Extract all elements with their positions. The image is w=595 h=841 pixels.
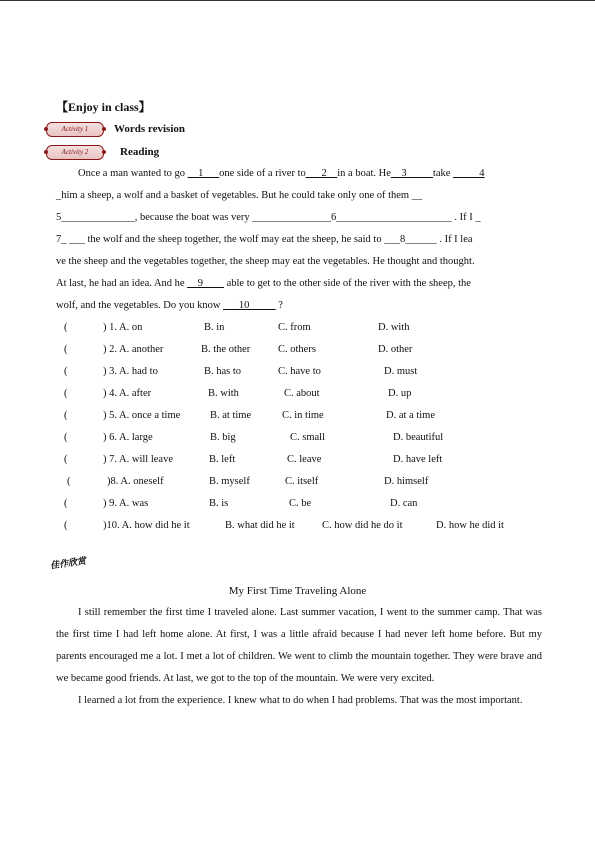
option-c: C. from (278, 322, 311, 333)
question-row (56, 493, 546, 515)
option-c: C. about (284, 388, 320, 399)
question-row (56, 405, 546, 427)
option-b: B. what did he it (225, 520, 295, 531)
cloze-blank-1: __1___ (187, 168, 220, 179)
page-top-rule (0, 0, 595, 1)
option-a: )8. A. oneself (107, 476, 164, 487)
option-a: ) 6. A. large (103, 432, 153, 443)
option-d: D. can (390, 498, 418, 509)
question-row (56, 317, 546, 339)
option-c: C. in time (282, 410, 324, 421)
answer-paren: ( (64, 498, 68, 509)
cloze-text: ? (275, 300, 283, 311)
cloze-text: in a boat. He (337, 168, 391, 179)
essay-paragraph: I still remember the first time I traveled alone. Last summer vacation, I went to the summer camp. That was the first time I had left home alone. At first, I was a little afraid because I had never left home before. But my parents encouraged me a lot. I met a lot of children. We went to climb the mountain together. They were brave and we became good friends. At last, we got to the top of the mountain. We were very excited. (56, 607, 542, 684)
option-a: ) 1. A. on (103, 322, 143, 333)
option-b: B. left (209, 454, 236, 465)
cloze-text: able to get to the other side of the river with the sheep, the (223, 278, 471, 289)
option-b: B. is (209, 498, 229, 509)
cloze-line (56, 273, 544, 295)
question-row (56, 515, 546, 537)
option-b: B. myself (209, 476, 250, 487)
answer-paren: ( (64, 410, 68, 421)
option-a: ) 4. A. after (103, 388, 152, 399)
activity-1-badge: Activity 1 (46, 122, 104, 137)
option-c: C. be (289, 498, 312, 509)
cloze-text: At last, he had an idea. And he (56, 278, 188, 289)
option-b: B. at time (210, 410, 252, 421)
question-row (56, 361, 546, 383)
cloze-line (56, 295, 544, 317)
option-b: B. with (208, 388, 239, 399)
option-b: B. in (204, 322, 225, 333)
option-a: ) 7. A. will leave (103, 454, 173, 465)
question-row (56, 427, 546, 449)
option-a: ) 3. A. had to (103, 366, 158, 377)
answer-paren: ( (64, 432, 68, 443)
cloze-blank-3: __3_____ (390, 168, 433, 179)
cloze-text: one side of a river to (219, 168, 306, 179)
option-d: D. with (378, 322, 410, 333)
option-d: D. beautiful (393, 432, 444, 443)
activity-2-label: Reading (120, 146, 160, 158)
cloze-blank-4: _____4 (453, 168, 485, 179)
cloze-blank-10: ___10_____ (223, 300, 276, 311)
cloze-blank-2: ___2__ (305, 168, 338, 179)
essay-body (56, 602, 542, 712)
option-d: D. other (378, 344, 413, 355)
cloze-line (56, 163, 544, 185)
option-c: C. have to (278, 366, 321, 377)
option-a: ) 9. A. was (103, 498, 149, 509)
cloze-passage (56, 163, 544, 317)
option-d: D. up (388, 388, 412, 399)
cloze-text: take (432, 168, 454, 179)
essay-paragraph: I learned a lot from the experience. I knew what to do when I had problems. That was the most important. (78, 695, 523, 706)
option-b: B. big (210, 432, 236, 443)
option-c: C. small (290, 432, 326, 443)
cloze-line: ve the sheep and the vegetables together, the sheep may eat the vegetables. He thought and thought. (56, 256, 475, 267)
option-b: B. has to (204, 366, 242, 377)
option-d: D. must (384, 366, 418, 377)
option-a: ) 5. A. once a time (103, 410, 181, 421)
essay-section-label: 佳作欣赏 (49, 555, 87, 571)
cloze-text: wolf, and the vegetables. Do you know (56, 300, 224, 311)
section-heading: 【Enjoy in class】 (56, 100, 151, 114)
option-c: C. itself (285, 476, 319, 487)
option-c: C. how did he do it (322, 520, 403, 531)
question-row (56, 383, 546, 405)
option-d: D. have left (393, 454, 443, 465)
option-c: C. others (278, 344, 316, 355)
option-d: D. how he did it (436, 520, 504, 531)
activity-2-badge: Activity 2 (46, 145, 104, 160)
cloze-line: 5______________, because the boat was very _______________6______________________ . If I _ (56, 212, 481, 223)
answer-paren: ( (64, 388, 68, 399)
question-row (56, 339, 546, 361)
option-d: D. himself (384, 476, 429, 487)
answer-paren: ( (67, 476, 71, 487)
activity-1-label: Words revision (114, 123, 186, 135)
question-row (56, 471, 546, 493)
answer-paren: ( (64, 322, 68, 333)
answer-paren: ( (64, 520, 68, 531)
option-a: ) 2. A. another (103, 344, 164, 355)
essay-title: My First Time Traveling Alone (228, 585, 367, 597)
option-c: C. leave (287, 454, 322, 465)
question-row (56, 449, 546, 471)
option-b: B. the other (201, 344, 251, 355)
answer-paren: ( (64, 344, 68, 355)
option-d: D. at a time (386, 410, 435, 421)
option-a: )10. A. how did he it (103, 520, 190, 531)
cloze-line: 7_ ___ the wolf and the sheep together, the wolf may eat the sheep, he said to ___8______ . If I lea (56, 234, 473, 245)
cloze-text: Once a man wanted to go (78, 168, 188, 179)
answer-paren: ( (64, 454, 68, 465)
cloze-line: _him a sheep, a wolf and a basket of vegetables. But he could take only one of them __ (56, 190, 423, 201)
cloze-blank-9: __9____ (187, 278, 224, 289)
answer-paren: ( (64, 366, 68, 377)
